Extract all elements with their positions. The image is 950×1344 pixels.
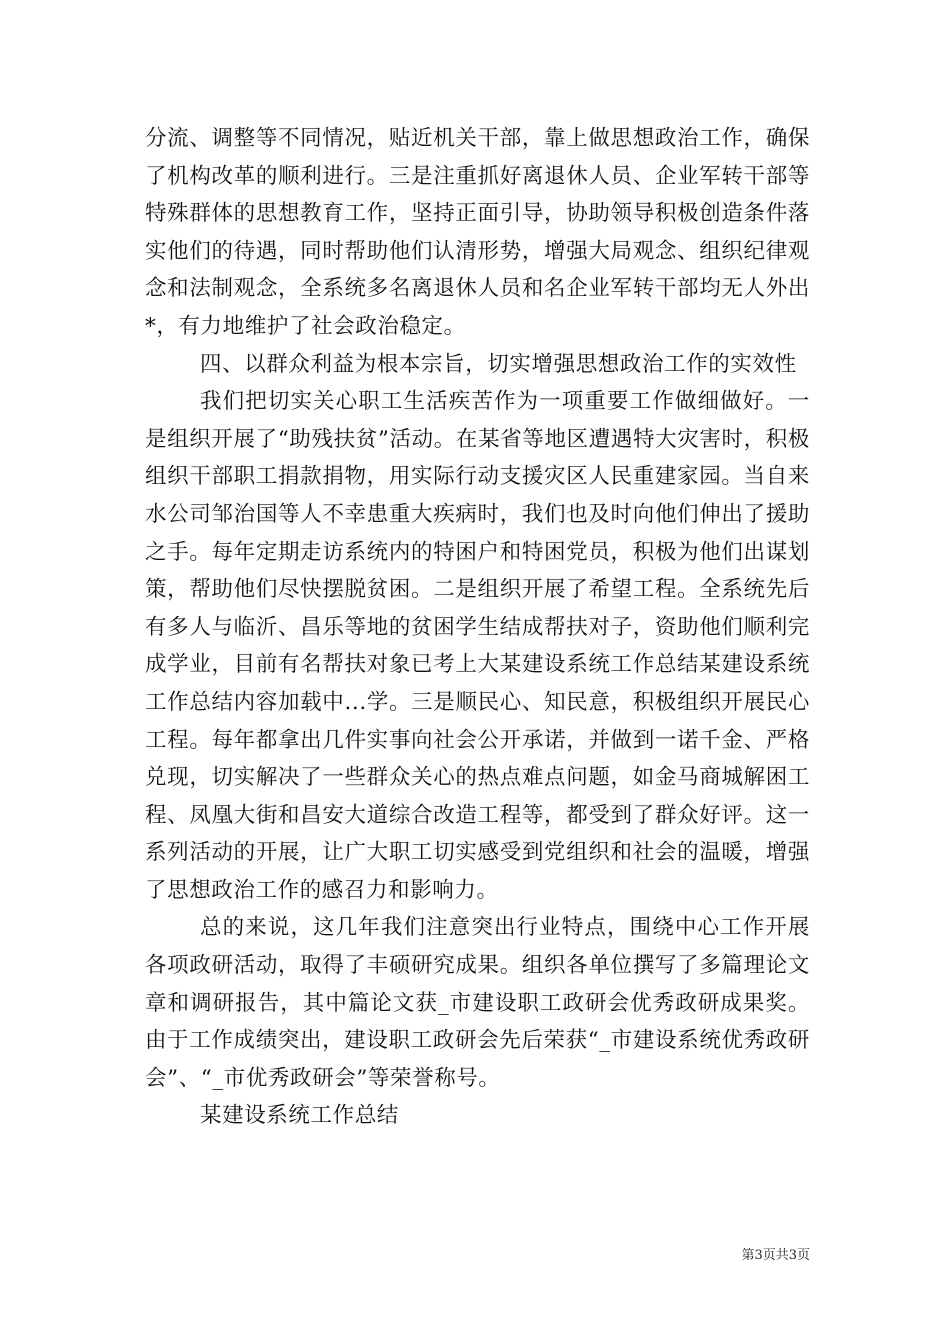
section-heading: 四、以群众利益为根本宗旨，切实增强思想政治工作的实效性 <box>200 351 797 377</box>
document-closing-title: 某建设系统工作总结 <box>200 1103 399 1129</box>
paragraph-continuation: 分流、调整等不同情况，贴近机关干部，靠上做思想政治工作，确保了机构改革的顺利进行。三是注重抓好离退休人员、企业军转干部等特殊群体的思想教育工作，坚持正面引导，协助领导积极创造条件落实他们的待遇，同时帮助他们认清形势，增强大局观念、组织纪律观念和法制观念，全系统多名离退休人员和名企业军转干部均无人外出*，有力地维护了社会政治稳定。 <box>145 126 810 339</box>
paragraph-care-for-workers: 我们把切实关心职工生活疾苦作为一项重要工作做细做好。一是组织开展了“助残扶贫”活动。在某省等地区遭遇特大灾害时，积极组织干部职工捐款捐物，用实际行动支援灾区人民重建家园。当自来水公司邹治国等人不幸患重大疾病时，我们也及时向他们伸出了援助之手。每年定期走访系统内的特困户和特困党员，积极为他们出谋划策，帮助他们尽快摆脱贫困。二是组织开展了希望工程。全系统先后有多人与临沂、昌乐等地的贫困学生结成帮扶对子，资助他们顺利完成学业，目前有名帮扶对象已考上大某建设系统工作总结某建设系统工作总结内容加载中...学。三是顺民心、知民意，积极组织开展民心工程。每年都拿出几件实事向社会公开承诺，并做到一诺千金、严格兑现，切实解决了一些群众关心的热点难点问题，如金马商城解困工程、凤凰大街和昌安大道综合改造工程等，都受到了群众好评。这一系列活动的开展，让广大职工切实感受到党组织和社会的温暖，增强了思想政治工作的感召力和影响力。 <box>145 389 810 903</box>
page-number-footer: 第3页共3页 <box>741 1248 810 1263</box>
document-body <box>145 120 810 1135</box>
paragraph-summary: 总的来说，这几年我们注意突出行业特点，围绕中心工作开展各项政研活动，取得了丰硕研究成果。组织各单位撰写了多篇理论文章和调研报告，其中篇论文获_市建设职工政研会优秀政研成果奖。由于工作成绩突出，建设职工政研会先后荣获“_市建设系统优秀政研会”、“_市优秀政研会”等荣誉称号。 <box>145 915 810 1091</box>
